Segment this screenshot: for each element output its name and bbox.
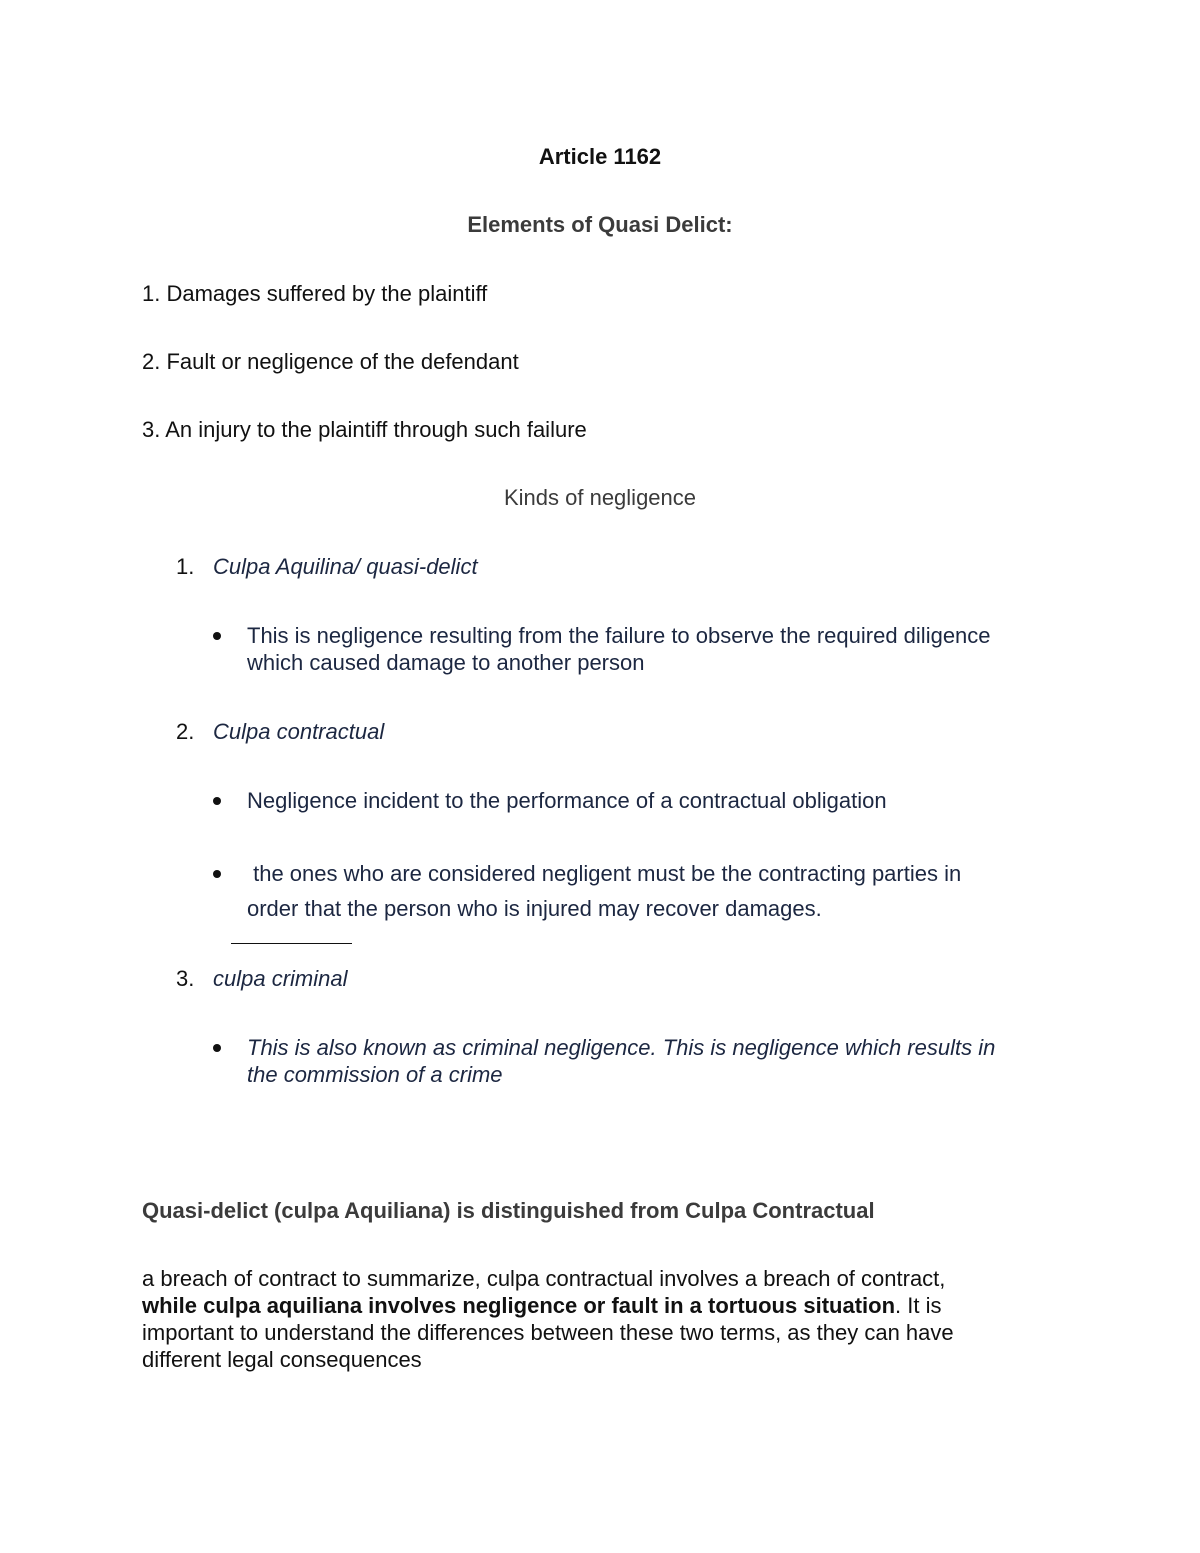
- element-item-2: 2. Fault or negligence of the defendant: [142, 349, 519, 374]
- summary-line-1: a breach of contract to summarize, culpa contractual involves a breach of contract,: [142, 1266, 946, 1291]
- distinction-heading: Quasi-delict (culpa Aquiliana) is distinguished from Culpa Contractual: [142, 1198, 875, 1223]
- kind-2-bullet-2-line-2: order that the person who is injured may recover damages.: [247, 896, 822, 921]
- element-item-1: 1. Damages suffered by the plaintiff: [142, 281, 488, 306]
- bullet-icon: [213, 870, 221, 878]
- kind-3-bullet-1-line-1: This is also known as criminal negligence. This is negligence which results in: [247, 1035, 996, 1060]
- bullet-icon: [213, 632, 221, 640]
- horizontal-rule: [231, 943, 352, 944]
- kind-1-bullet-1-line-1: This is negligence resulting from the failure to observe the required diligence: [247, 623, 991, 648]
- bullet-icon: [213, 797, 221, 805]
- kind-name-2: Culpa contractual: [213, 719, 385, 744]
- summary-line-3: important to understand the differences between these two terms, as they can have: [142, 1320, 954, 1345]
- kind-3-bullet-1-line-2: the commission of a crime: [247, 1062, 503, 1087]
- kind-number-3: 3.: [176, 966, 195, 991]
- kind-2-bullet-1: Negligence incident to the performance of a contractual obligation: [247, 788, 887, 813]
- summary-line-2: [142, 1292, 941, 1319]
- elements-heading: Elements of Quasi Delict:: [467, 212, 733, 237]
- summary-emphasis: while culpa aquiliana involves negligence or fault in a tortuous situation: [142, 1293, 896, 1318]
- document-title: Article 1162: [538, 144, 662, 169]
- kind-number-2: 2.: [176, 719, 195, 744]
- kind-2-bullet-2-line-1: the ones who are considered negligent must be the contracting parties in: [247, 861, 962, 886]
- kind-name-3: culpa criminal: [213, 966, 348, 991]
- kind-name-1: Culpa Aquilina/ quasi-delict: [213, 554, 478, 579]
- summary-line-2-rest: . It is: [895, 1293, 942, 1318]
- kind-1-bullet-1-line-2: which caused damage to another person: [247, 650, 645, 675]
- element-item-3: 3. An injury to the plaintiff through such failure: [142, 417, 587, 442]
- bullet-icon: [213, 1044, 221, 1052]
- summary-line-4: different legal consequences: [142, 1347, 422, 1372]
- kind-number-1: 1.: [176, 554, 195, 579]
- kinds-heading: Kinds of negligence: [503, 485, 697, 510]
